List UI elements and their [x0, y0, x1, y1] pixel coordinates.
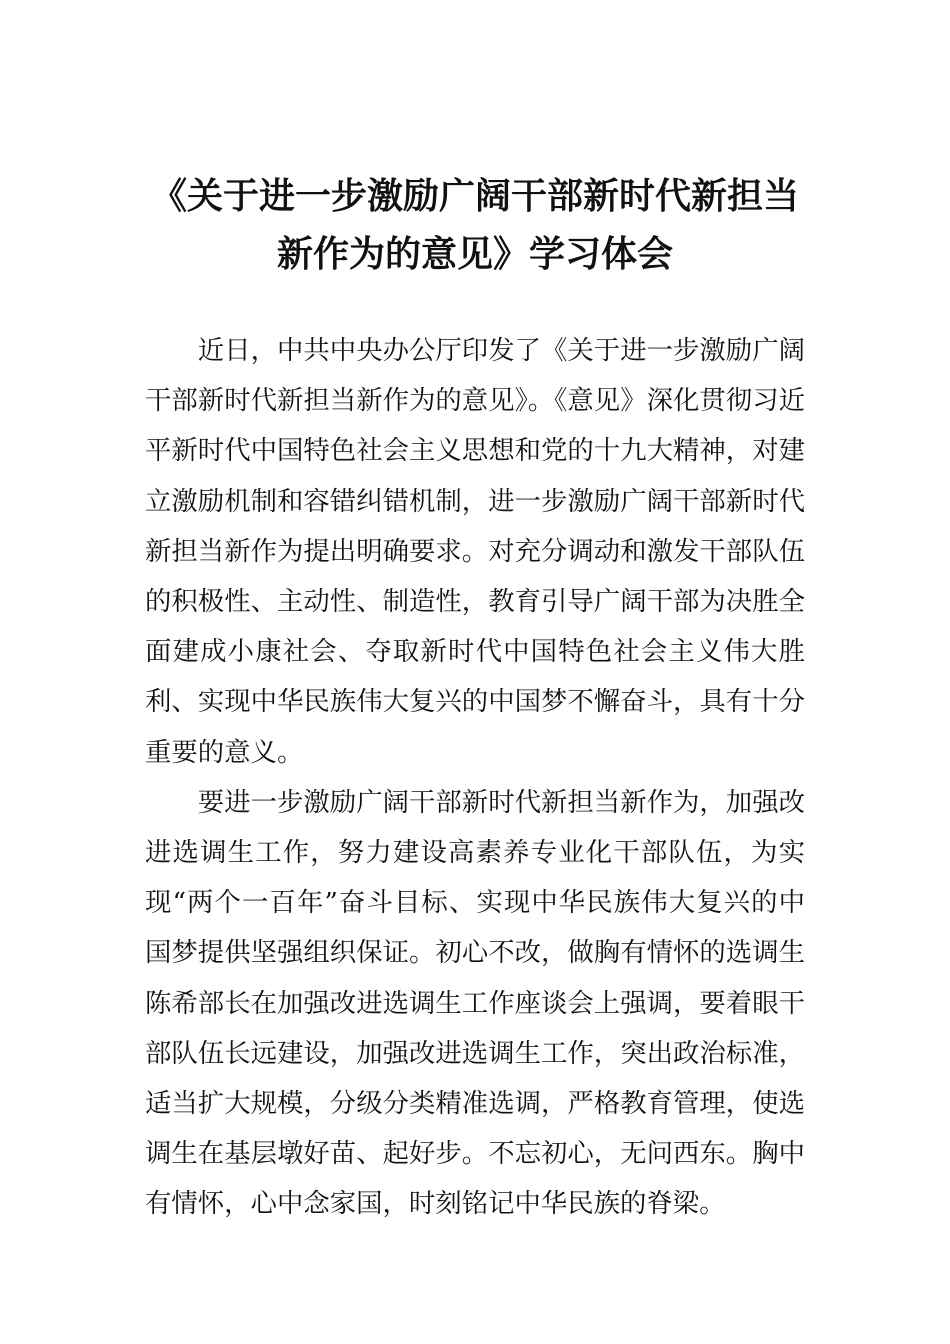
paragraph-1: 近日，中共中央办公厅印发了《关于进一步激励广阔干部新时代新担当新作为的意见》。《意见》深化贯彻习近平新时代中国特色社会主义思想和党的十九大精神，对建立激励机制和容错纠错机制，进一步激励广阔干部新时代新担当新作为提出明确要求。对充分调动和激发干部队伍的积极性、主动性、制造性，教育引导广阔干部为决胜全面建成小康社会、夺取新时代中国特色社会主义伟大胜利、实现中华民族伟大复兴的中国梦不懈奋斗，具有十分重要的意义。	[145, 335, 805, 768]
title-line-1: 《关于进一步激励广阔干部新时代新担当	[150, 176, 799, 217]
document-title	[140, 168, 810, 284]
title-line-2: 新作为的意见》学习体会	[276, 234, 673, 275]
document-body	[145, 326, 805, 1230]
paragraph-2: 要进一步激励广阔干部新时代新担当新作为，加强改进选调生工作，努力建设高素养专业化干部队伍，为实现“两个一百年”奋斗目标、实现中华民族伟大复兴的中国梦提供坚强组织保证。初心不改，做胸有情怀的选调生陈希部长在加强改进选调生工作座谈会上强调，要着眼干部队伍长远建设，加强改进选调生工作，突出政治标准，适当扩大规模，分级分类精准选调，严格教育管理，使选调生在基层墩好苗、起好步。不忘初心，无问西东。胸中有情怀，心中念家国，时刻铭记中华民族的脊梁。	[145, 786, 805, 1220]
